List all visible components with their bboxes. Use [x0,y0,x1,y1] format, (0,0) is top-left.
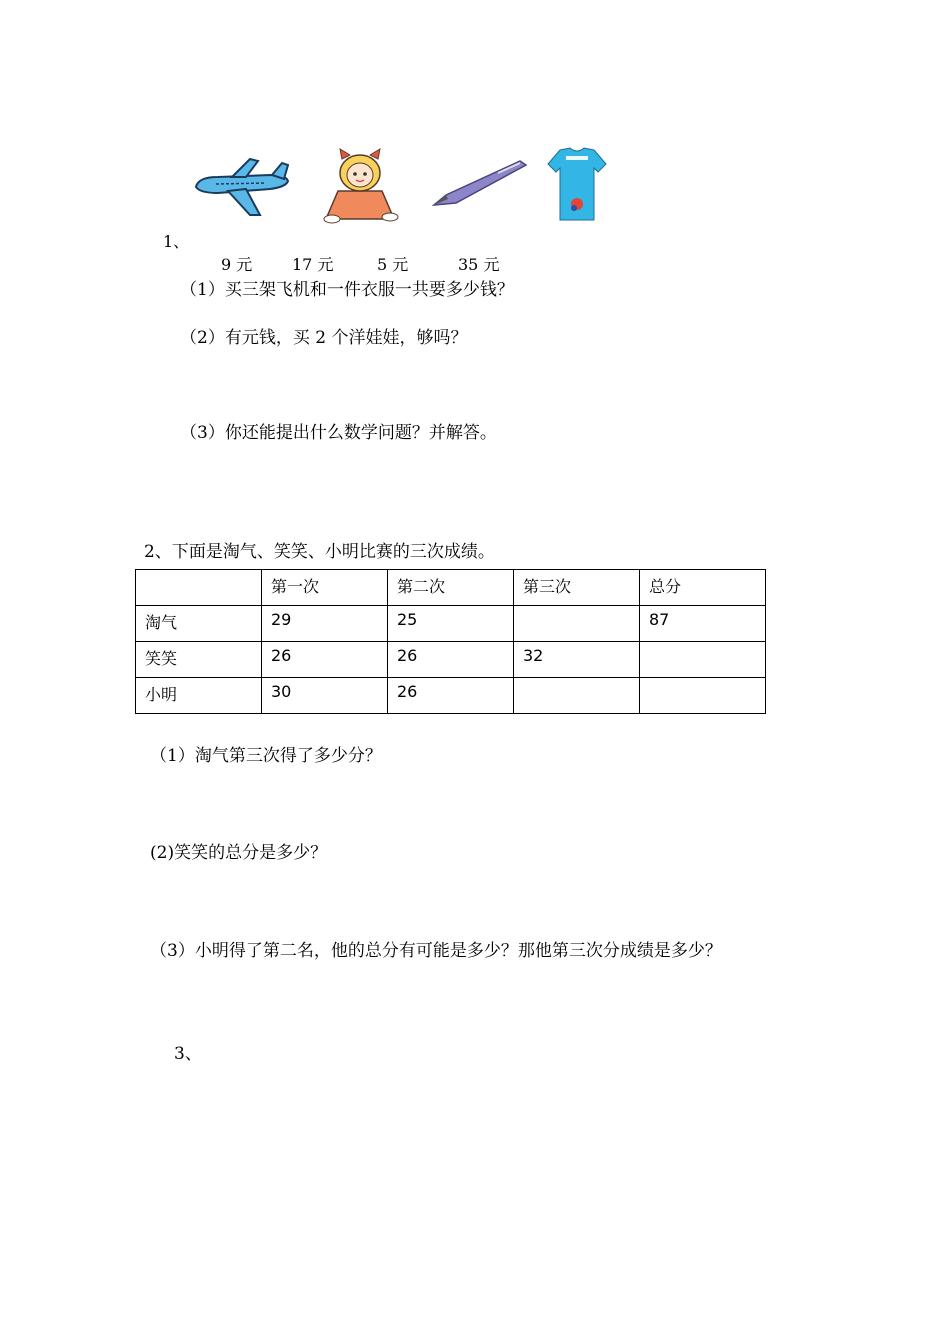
question-2-sub-2: (2)笑笑的总分是多少？ [150,843,328,863]
table-header-row [136,570,766,606]
table-cell: 29 [262,606,388,642]
table-row [136,606,766,642]
question-2-title: 2、下面是淘气、笑笑、小明比赛的三次成绩。 [144,542,495,562]
table-header-cell [136,570,262,606]
question-1-sub-2: （2）有元钱，买 2 个洋娃娃，够吗？ [180,328,468,348]
table-cell: 32 [514,642,640,678]
table-cell [640,642,766,678]
table-header-cell: 第三次 [514,570,640,606]
pen-price: 5 元 [377,255,409,274]
question-1-sub-3: （3）你还能提出什么数学问题？并解答。 [180,423,497,443]
airplane-price: 9 元 [221,255,253,274]
table-cell: 26 [262,642,388,678]
table-header-cell: 总分 [640,570,766,606]
shirt-price: 35 元 [458,255,500,274]
pen-icon [428,155,532,211]
table-cell: 笑笑 [136,642,262,678]
doll-icon [310,147,410,227]
table-row [136,678,766,714]
table-cell: 淘气 [136,606,262,642]
question-1-number: 1、 [163,232,190,251]
question-2-sub-3: （3）小明得了第二名，他的总分有可能是多少？那他第三次分成绩是多少？ [150,941,722,961]
table-cell: 25 [388,606,514,642]
table-cell [514,678,640,714]
table-cell [640,678,766,714]
table-cell: 87 [640,606,766,642]
table-cell: 26 [388,642,514,678]
question-2-sub-1: （1）淘气第三次得了多少分？ [150,746,382,766]
table-cell [514,606,640,642]
table-cell: 小明 [136,678,262,714]
table-header-cell: 第一次 [262,570,388,606]
question-3-number: 3、 [174,1044,202,1064]
table-header-cell: 第二次 [388,570,514,606]
question-1-sub-1: （1）买三架飞机和一件衣服一共要多少钱？ [180,280,514,300]
table-cell: 26 [388,678,514,714]
doll-price: 17 元 [292,255,334,274]
table-row [136,642,766,678]
airplane-icon [188,155,292,219]
score-table [135,569,766,714]
table-cell: 30 [262,678,388,714]
shirt-icon [546,146,608,222]
